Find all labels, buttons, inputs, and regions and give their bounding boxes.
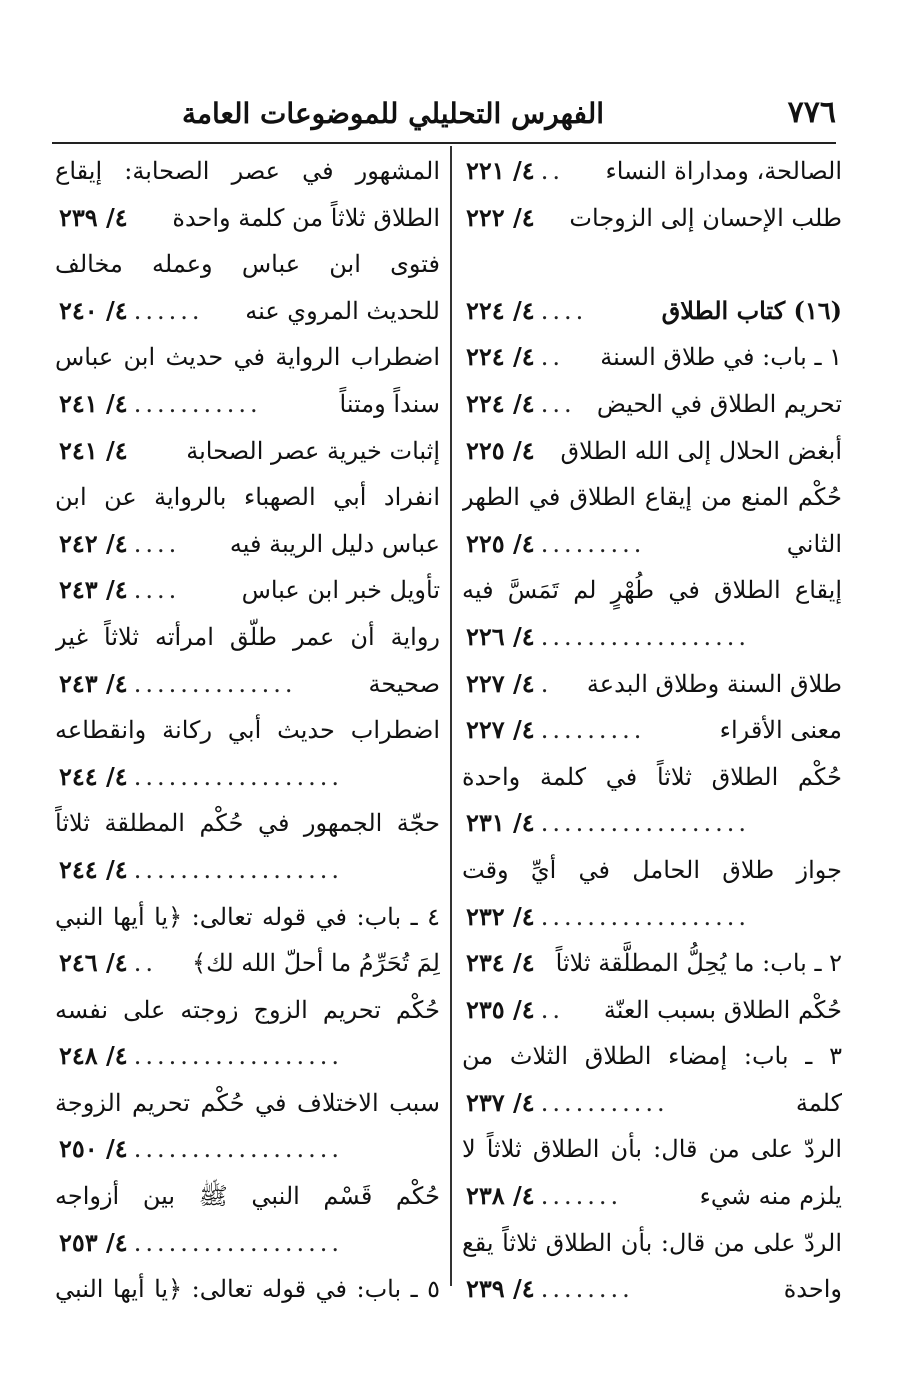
leader-dots: .... xyxy=(133,576,181,605)
entry-text: حُكْم تحريم الزوج زوجته على نفسه xyxy=(55,995,440,1024)
page-reference: ٤/ ٢٢١ xyxy=(466,156,535,185)
index-entry xyxy=(462,567,842,614)
index-entry xyxy=(462,428,842,475)
index-entry xyxy=(462,847,842,894)
index-entry xyxy=(55,1220,440,1267)
leader-dots: .. xyxy=(540,995,564,1024)
page-reference: ٤/ ٢٤١ xyxy=(59,435,128,465)
leader-dots: .................. xyxy=(133,1042,344,1071)
leader-dots: .. xyxy=(540,343,564,372)
entry-text: (١٦) كتاب الطلاق xyxy=(661,295,842,325)
leader-dots: ... xyxy=(540,389,576,418)
page-reference: ٤/ ٢٤٣ xyxy=(59,668,128,698)
page-reference: ٤/ ٢٥٠ xyxy=(59,1134,128,1164)
index-entry xyxy=(55,1173,440,1220)
entry-text: أبغض الحلال إلى الله الطلاق xyxy=(560,436,842,465)
page-reference: ٤/ ٢٢٧ xyxy=(466,715,535,745)
index-entry xyxy=(55,847,440,894)
entry-text: عباس دليل الريبة فيه xyxy=(229,529,440,558)
entry-text: فتوى ابن عباس وعمله مخالف xyxy=(55,250,440,279)
index-entry xyxy=(462,241,842,288)
index-entry xyxy=(462,894,842,941)
leader-dots: .............. xyxy=(133,669,297,698)
entry-text: رواية أن عمر طلّق امرأته ثلاثاً غير xyxy=(55,622,440,651)
index-entry xyxy=(55,567,440,614)
index-entry xyxy=(55,987,440,1034)
page-header xyxy=(40,95,856,137)
index-entry xyxy=(55,940,440,987)
entry-text: انفراد أبي الصهباء بالرواية عن ابن xyxy=(55,483,440,512)
page-reference: ٤/ ٢٣١ xyxy=(466,808,535,838)
index-entry xyxy=(462,1266,842,1313)
index-entry xyxy=(462,707,842,754)
index-entry xyxy=(55,1126,440,1173)
index-entry xyxy=(55,241,440,288)
leader-dots: .................. xyxy=(133,1135,344,1164)
entry-text: صحيحة xyxy=(368,669,440,698)
page-reference: ٤/ ٢٢٥ xyxy=(466,435,535,465)
page-number: ٧٧٦ xyxy=(787,95,836,130)
page-reference: ٤/ ٢٤٦ xyxy=(59,948,128,978)
entry-text: الثاني xyxy=(786,529,842,558)
page-reference: ٤/ ٢٤١ xyxy=(59,388,128,418)
leader-dots: ......... xyxy=(540,529,646,558)
entry-text: لِمَ تُحَرِّمُ ما أحلّ الله لك﴾ xyxy=(192,949,440,978)
index-entry xyxy=(55,428,440,475)
page-reference: ٤/ ٢٣٩ xyxy=(466,1274,535,1304)
index-entry xyxy=(462,661,842,708)
index-entry xyxy=(462,521,842,568)
page-reference: ٤/ ٢٣٧ xyxy=(466,1087,535,1117)
leader-dots: ........... xyxy=(540,1088,669,1117)
page-reference: ٤/ ٢٣٥ xyxy=(466,994,535,1024)
page-reference: ٤/ ٢٤٠ xyxy=(59,295,128,325)
leader-dots: .. xyxy=(133,949,157,978)
leader-dots: ......... xyxy=(540,716,646,745)
page-reference: ٤/ ٢٤٤ xyxy=(59,761,128,791)
entry-text: تحريم الطلاق في الحيض xyxy=(596,389,842,418)
entry-text: الطلاق ثلاثاً من كلمة واحدة xyxy=(172,203,440,232)
index-entry xyxy=(55,661,440,708)
index-entry xyxy=(462,334,842,381)
index-entry xyxy=(55,521,440,568)
index-entry xyxy=(462,1080,842,1127)
entry-text: اضطراب حديث أبي ركانة وانقطاعه xyxy=(55,716,440,745)
index-entry xyxy=(55,1033,440,1080)
index-entry xyxy=(55,334,440,381)
entry-text: طلب الإحسان إلى الزوجات xyxy=(569,203,842,232)
index-entry xyxy=(462,940,842,987)
leader-dots: ...... xyxy=(133,296,204,325)
page-reference: ٤/ ٢٣٨ xyxy=(466,1181,535,1211)
index-column-left xyxy=(55,148,440,1313)
leader-dots: .................. xyxy=(133,762,344,791)
index-column-right xyxy=(462,148,842,1313)
index-entry xyxy=(55,800,440,847)
page-reference: ٤/ ٢٥٣ xyxy=(59,1227,128,1257)
entry-text: معنى الأقراء xyxy=(719,716,842,745)
entry-text: ٢ ـ باب: ما يُحِلُّ المطلَّقة ثلاثاً xyxy=(555,949,842,978)
index-entry xyxy=(462,1173,842,1220)
index-entry xyxy=(462,381,842,428)
leader-dots: .. xyxy=(540,157,564,185)
running-title: الفهرس التحليلي للموضوعات العامة xyxy=(181,97,605,130)
entry-text: للحديث المروي عنه xyxy=(245,296,440,325)
entry-text: واحدة xyxy=(783,1275,842,1304)
leader-dots: . xyxy=(540,669,553,698)
page-reference: ٤/ ٢٣٢ xyxy=(466,901,535,931)
page-reference: ٤/ ٢٢٧ xyxy=(466,668,535,698)
index-entry xyxy=(55,1080,440,1127)
index-entry xyxy=(55,707,440,754)
leader-dots: .... xyxy=(133,529,181,558)
index-entry xyxy=(462,1126,842,1173)
entry-text: طلاق السنة وطلاق البدعة xyxy=(586,669,842,698)
entry-text: المشهور في عصر الصحابة: إيقاع xyxy=(55,157,440,185)
page-reference: ٤/ ٢٤٣ xyxy=(59,575,128,605)
page-reference: ٤/ ٢٤٤ xyxy=(59,854,128,884)
page-reference: ٤/ ٢٢٦ xyxy=(466,621,535,651)
entry-text: سبب الاختلاف في حُكْم تحريم الزوجة xyxy=(55,1088,440,1117)
leader-dots: ........ xyxy=(540,1275,634,1304)
index-entry xyxy=(462,474,842,521)
leader-dots: .... xyxy=(540,296,588,325)
entry-text: كلمة xyxy=(795,1088,842,1117)
entry-text: حُكْم الطلاق ثلاثاً في كلمة واحدة xyxy=(462,762,842,791)
header-rule xyxy=(52,142,836,144)
leader-dots: .................. xyxy=(540,902,751,931)
entry-text: ١ ـ باب: في طلاق السنة xyxy=(600,343,842,372)
leader-dots: .................. xyxy=(540,622,751,651)
index-entry xyxy=(55,195,440,242)
entry-text: ٣ ـ باب: إمضاء الطلاق الثلاث من xyxy=(462,1042,842,1071)
leader-dots: .................. xyxy=(540,809,751,838)
index-entry xyxy=(462,614,842,661)
entry-text: إيقاع الطلاق في طُهْرٍ لم تَمَسَّ فيه xyxy=(462,576,842,605)
entry-text: الصالحة، ومداراة النساء xyxy=(605,157,842,185)
index-entry xyxy=(55,474,440,521)
leader-dots: .................. xyxy=(133,1228,344,1257)
leader-dots: ........... xyxy=(133,389,262,418)
page-reference: ٤/ ٢٤٨ xyxy=(59,1041,128,1071)
entry-text: إثبات خيرية عصر الصحابة xyxy=(186,436,440,465)
index-entry xyxy=(462,148,842,195)
page-reference: ٤/ ٢٢٢ xyxy=(466,202,535,232)
index-entry xyxy=(55,894,440,941)
entry-text: حجّة الجمهور في حُكْم المطلقة ثلاثاً xyxy=(55,809,440,838)
entry-text: ٤ ـ باب: في قوله تعالى: ﴿يا أيها النبي xyxy=(55,902,440,931)
column-divider xyxy=(450,146,452,1286)
index-entry xyxy=(55,288,440,335)
index-entry xyxy=(462,987,842,1034)
index-entry xyxy=(55,1266,440,1313)
page-reference: ٤/ ٢٣٤ xyxy=(466,948,535,978)
index-entry xyxy=(462,800,842,847)
index-entry xyxy=(462,1033,842,1080)
entry-text: حُكْم الطلاق بسبب العنّة xyxy=(603,995,842,1024)
index-entry xyxy=(462,1220,842,1267)
page-reference: ٤/ ٢٢٤ xyxy=(466,295,535,325)
entry-text: جواز طلاق الحامل في أيِّ وقت xyxy=(462,855,842,884)
index-entry xyxy=(55,381,440,428)
index-entry xyxy=(55,754,440,801)
index-entry xyxy=(462,288,842,335)
entry-text: سنداً ومتناً xyxy=(339,389,440,418)
entry-text: اضطراب الرواية في حديث ابن عباس xyxy=(55,343,440,372)
leader-dots: ....... xyxy=(540,1182,623,1211)
entry-text: حُكْم المنع من إيقاع الطلاق في الطهر xyxy=(462,483,842,512)
entry-text: الردّ على من قال: بأن الطلاق ثلاثاً يقع xyxy=(462,1228,842,1257)
entry-text: ٥ ـ باب: في قوله تعالى: ﴿يا أيها النبي xyxy=(55,1275,440,1304)
entry-text: حُكْم قَسْم النبي ﷺ بين أزواجه xyxy=(55,1182,440,1211)
leader-dots: .................. xyxy=(133,855,344,884)
entry-text: الردّ على من قال: بأن الطلاق ثلاثاً لا xyxy=(462,1135,842,1164)
page-reference: ٤/ ٢٢٥ xyxy=(466,528,535,558)
page-reference: ٤/ ٢٢٤ xyxy=(466,342,535,372)
page-reference: ٤/ ٢٤٢ xyxy=(59,528,128,558)
entry-text: يلزم منه شيء xyxy=(699,1182,842,1211)
page-reference: ٤/ ٢٢٤ xyxy=(466,388,535,418)
index-entry xyxy=(462,754,842,801)
entry-text: تأويل خبر ابن عباس xyxy=(241,576,440,605)
page-reference: ٤/ ٢٣٩ xyxy=(59,202,128,232)
index-entry xyxy=(462,195,842,242)
index-entry xyxy=(55,614,440,661)
index-entry xyxy=(55,148,440,195)
